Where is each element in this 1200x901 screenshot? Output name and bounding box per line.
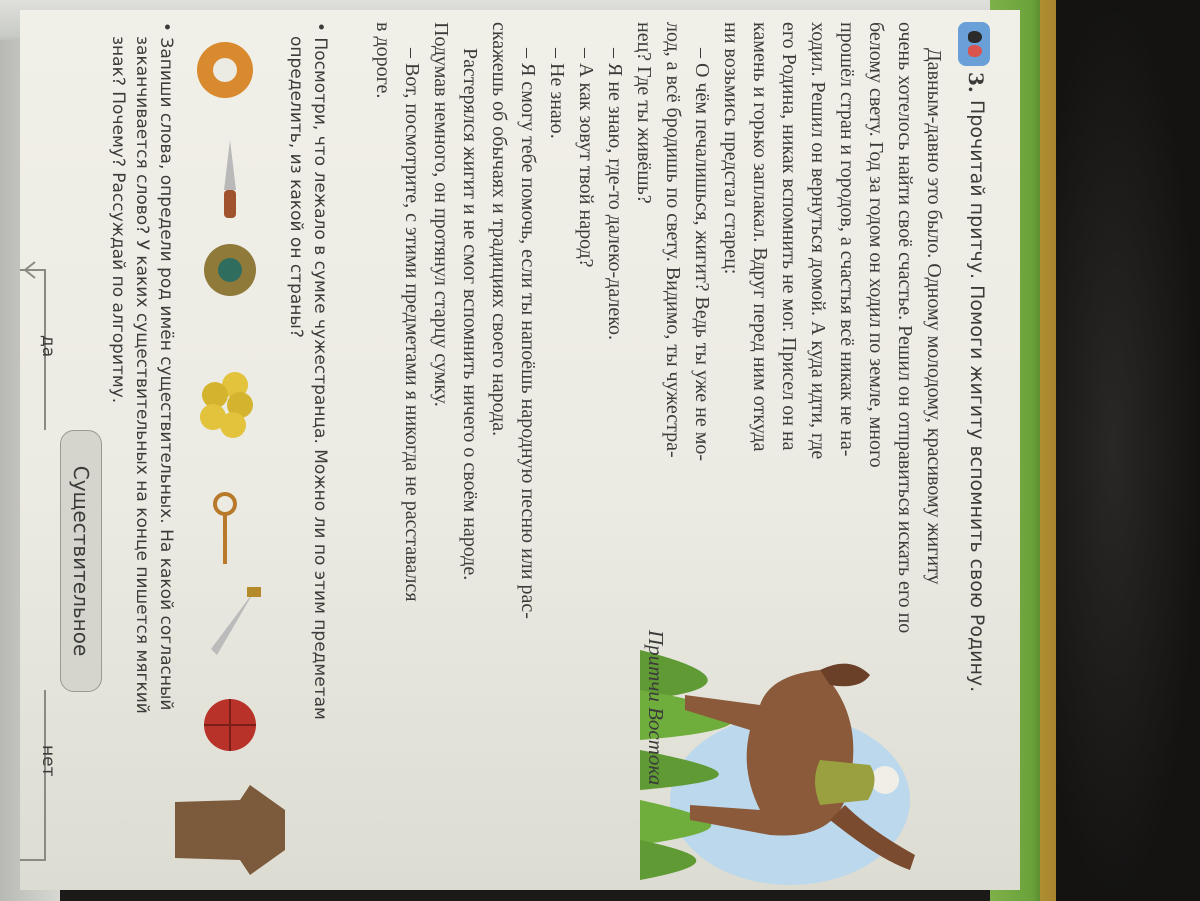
question-line: • Запиши слова, определи род имён существительных. На какой согласный — [156, 22, 176, 711]
parable-line: – Я смогу тебе помочь, если ты напоёшь народную песню или рас- — [517, 48, 539, 619]
question-line: определить, из какой он страны? — [286, 36, 306, 338]
parable-line: ходил. Решил он вернуться домой. А куда идти, где — [807, 22, 829, 460]
parable-line: очень хотелось найти своё счастье. Решил он отправиться искать его по — [894, 22, 916, 634]
question-line: заканчивается слово? У каких существительных на конце пишется мягкий — [132, 36, 152, 714]
parable-line: – Не знаю. — [546, 48, 568, 139]
dark-background — [1056, 0, 1200, 901]
parable-line: Давным-давно это было. Одному молодому, красивому жигиту — [923, 48, 945, 585]
exercise-icon — [958, 22, 990, 66]
parable-line: – Я не знаю, где-то далеко-далеко. — [604, 48, 626, 340]
flowchart-box: Существительное — [60, 430, 102, 692]
parable-line: камень и горько заплакал. Вдруг перед ним откуда — [749, 22, 771, 452]
parable-line: – О чём печалишься, жигит? Ведь ты уже не мо- — [691, 48, 713, 462]
coins-icon — [185, 360, 265, 450]
parable-source: Притчи Востока — [644, 630, 668, 786]
parable-line: – А как зовут твой народ? — [575, 48, 597, 268]
flowchart-yes: да — [38, 335, 58, 358]
textbook-page — [20, 10, 1020, 890]
parable-line: – Вот, посмотрите, с этими предметами я никогда не расставался — [401, 48, 423, 602]
rider-illustration — [630, 630, 940, 890]
parable-line: его Родина, никак вспомнить не мог. Присел он на — [778, 22, 800, 451]
parable-line: Растерялся жигит и не смог вспомнить ничего о своём народе. — [459, 48, 481, 581]
dagger-icon — [205, 585, 265, 675]
key-icon — [200, 490, 250, 570]
knife-icon — [210, 135, 250, 220]
parable-line: нец? Где ты живёшь? — [633, 22, 655, 204]
exercise-number: 3. — [964, 72, 988, 93]
parable-line: ни возьмись предстал старец: — [720, 22, 742, 275]
parable-line: лод, а всё бродишь по свету. Видимо, ты чужестра- — [662, 22, 684, 458]
parable-line: в дороге. — [372, 22, 394, 99]
brooch-icon — [195, 235, 265, 305]
bread-icon — [190, 30, 260, 110]
question-line: знак? Почему? Рассуждай по алгоритму. — [108, 36, 128, 404]
parable-line: прошёл стран и городов, а счастья всё никак не на- — [836, 22, 858, 457]
parable-line: скажешь об обычаях и традициях своего народа. — [488, 22, 510, 437]
coat-icon — [170, 780, 290, 880]
parable-line: белому свету. Год за годом он ходил по земле, много — [865, 22, 887, 468]
ball-icon — [200, 695, 260, 755]
question-line: • Посмотри, что лежало в сумке чужестранца. Можно ли по этим предметам — [310, 22, 330, 720]
parable-line: Подумав немного, он протянул старцу сумку. — [430, 22, 452, 407]
exercise-task: Прочитай притчу. Помоги жигиту вспомнить свою Родину. — [966, 100, 988, 693]
flowchart-no: нет — [38, 745, 58, 777]
